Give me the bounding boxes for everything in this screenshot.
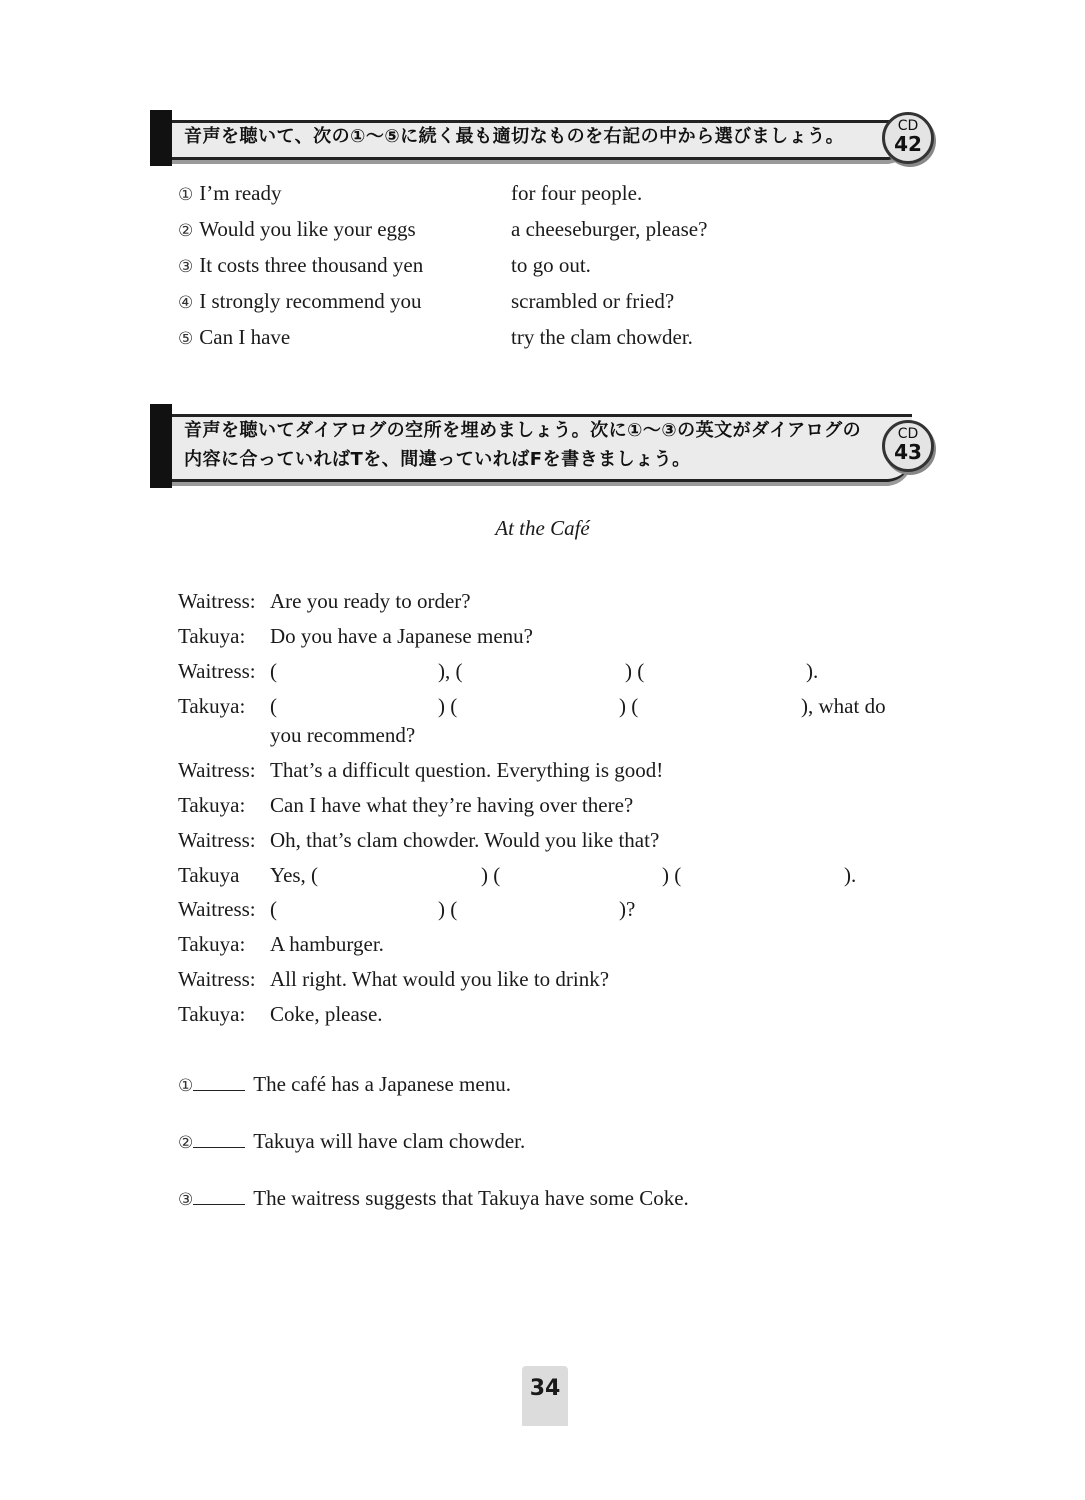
- blank-paren: ) (: [619, 694, 639, 718]
- speaker: Takuya:: [178, 624, 246, 648]
- tf-question-3: [178, 1182, 689, 1215]
- speaker: Takuya:: [178, 694, 246, 718]
- item-number: ③: [178, 257, 194, 276]
- match-left-text: It costs three thousand yen: [199, 253, 424, 277]
- match-left-text: Would you like your eggs: [199, 217, 416, 241]
- line-text: Do you have a Japanese menu?: [270, 624, 533, 648]
- match-right-text: scrambled or fried?: [511, 289, 675, 313]
- blank-paren: ) (: [438, 897, 458, 921]
- match-right-text: for four people.: [511, 181, 643, 205]
- speaker: Waitress:: [178, 828, 256, 852]
- answer-blank[interactable]: [193, 1182, 245, 1205]
- line-text: Are you ready to order?: [270, 589, 471, 613]
- banner-marker: [150, 404, 172, 488]
- line-text: Coke, please.: [270, 1002, 383, 1026]
- blank-paren: ).: [844, 863, 857, 887]
- item-number: ②: [178, 221, 194, 240]
- blank-paren: (: [270, 694, 277, 718]
- item-number: ①: [178, 1076, 194, 1095]
- section2-banner: [150, 404, 930, 488]
- cd-label: CD: [897, 426, 919, 442]
- answer-blank[interactable]: [193, 1125, 245, 1148]
- blank-paren: (: [270, 897, 277, 921]
- blank-paren: ).: [806, 659, 819, 683]
- speaker: Waitress:: [178, 758, 256, 782]
- item-number: ②: [178, 1133, 194, 1152]
- cd-track-badge-43: [882, 420, 934, 472]
- page-number: 34: [522, 1366, 568, 1426]
- cd-label: CD: [897, 118, 919, 134]
- cd-track-badge-42: [882, 112, 934, 164]
- blank-paren: Yes, (: [270, 863, 319, 887]
- item-number: ④: [178, 293, 194, 312]
- speaker: Waitress:: [178, 659, 256, 683]
- speaker: Waitress:: [178, 897, 256, 921]
- blank-paren: ), what do: [801, 694, 886, 718]
- dialog-title: At the Café: [495, 516, 590, 540]
- section2-instruction-line1: 音声を聴いてダイアログの空所を埋めましょう。次に①～③の英文がダイアログの: [184, 420, 862, 441]
- match-left-text: Can I have: [199, 325, 291, 349]
- speaker: Takuya:: [178, 1002, 246, 1026]
- tf-question-2: [178, 1125, 525, 1158]
- blank-paren: (: [270, 659, 277, 683]
- speaker: Takuya: [178, 863, 240, 887]
- speaker: Takuya:: [178, 932, 246, 956]
- speaker: Waitress:: [178, 967, 256, 991]
- match-right-text: try the clam chowder.: [511, 325, 693, 349]
- blank-paren: ) (: [662, 863, 682, 887]
- line-text: Can I have what they’re having over there?: [270, 793, 634, 817]
- line-text: That’s a difficult question. Everything is good!: [270, 758, 664, 782]
- question-text: The café has a Japanese menu.: [253, 1072, 511, 1096]
- blank-paren: ) (: [438, 694, 458, 718]
- blank-paren: ) (: [625, 659, 645, 683]
- blank-paren: ), (: [438, 659, 463, 683]
- cd-track-number: 43: [894, 440, 922, 464]
- question-text: The waitress suggests that Takuya have some Coke.: [253, 1186, 689, 1210]
- section2-instruction-line2: 内容に合っていればTを、間違っていればFを書きましょう。: [184, 449, 691, 470]
- banner-marker: [150, 110, 172, 166]
- match-left-text: I’m ready: [199, 181, 282, 205]
- tf-question-1: [178, 1068, 511, 1101]
- line-text: All right. What would you like to drink?: [270, 967, 610, 991]
- answer-blank[interactable]: [193, 1068, 245, 1091]
- section1-instruction: 音声を聴いて、次の①～⑤に続く最も適切なものを右記の中から選びましょう。: [184, 126, 845, 147]
- cd-track-number: 42: [894, 132, 922, 156]
- item-number: ③: [178, 1190, 194, 1209]
- section1-banner: [150, 110, 930, 166]
- match-right-text: a cheeseburger, please?: [511, 217, 708, 241]
- blank-paren: ) (: [481, 863, 501, 887]
- item-number: ①: [178, 185, 194, 204]
- speaker: Takuya:: [178, 793, 246, 817]
- match-left-text: I strongly recommend you: [199, 289, 422, 313]
- match-right-text: to go out.: [511, 253, 591, 277]
- item-number: ⑤: [178, 329, 194, 348]
- line-text: A hamburger.: [270, 932, 384, 956]
- line-text: you recommend?: [270, 723, 416, 747]
- question-text: Takuya will have clam chowder.: [253, 1129, 526, 1153]
- speaker: Waitress:: [178, 589, 256, 613]
- blank-paren: )?: [619, 897, 636, 921]
- line-text: Oh, that’s clam chowder. Would you like that?: [270, 828, 660, 852]
